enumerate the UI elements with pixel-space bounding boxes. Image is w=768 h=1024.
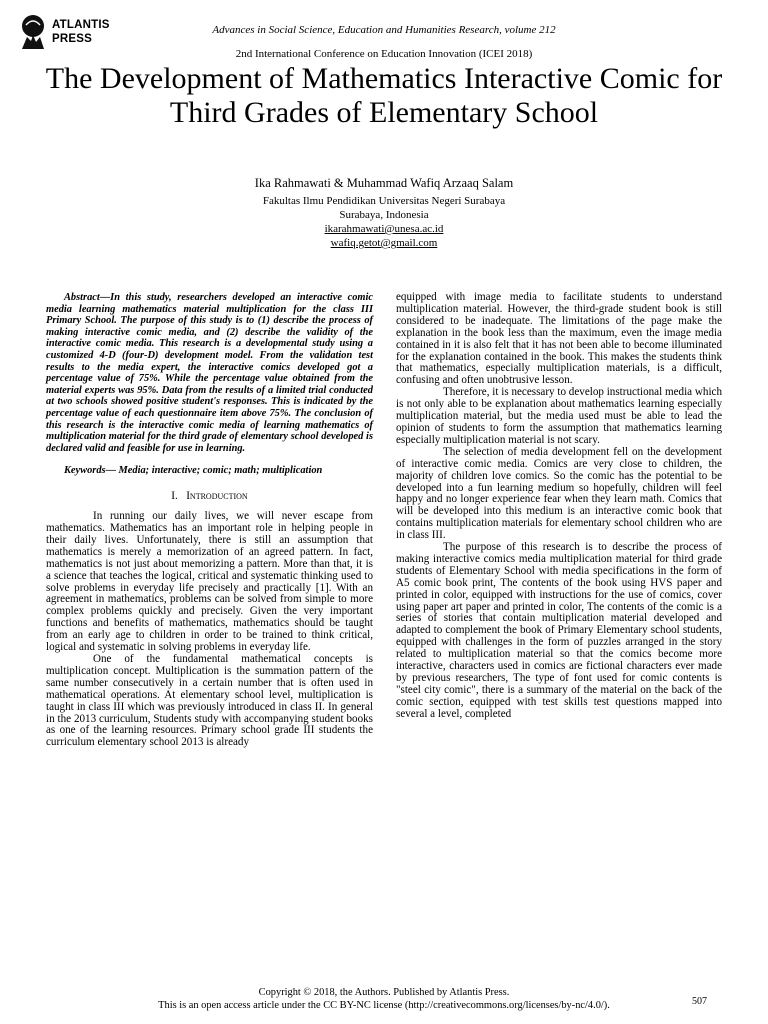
right-column (396, 292, 722, 721)
license-notice: This is an open access article under the CC BY-NC license (http://creativecommons.org/licenses/by-nc/4.0/). (158, 1000, 610, 1011)
intro-paragraph-2: One of the fundamental mathematical concepts is multiplication concept. Multiplication is the summation pattern of the same number consecutively in a certain number that is often used in mathematical operations. At elementary school level, multiplication is taught in class III which was previously introduced in class II. In general in the 2013 curriculum, Students study with accompanying student books as one of the learning resources. Primary school grade III students the curriculum elementary school 2013 is already (46, 653, 373, 749)
logo-line2: PRESS (52, 33, 92, 45)
left-column (46, 292, 373, 749)
right-paragraph-2: Therefore, it is necessary to develop instructional media which is not only able to be explanation about mathematics learning especially multiplication material, but the media used must be able to lead the opinion of students to form the assumption that mathematics learning especially multiplication material is not scary. (396, 386, 722, 446)
affiliation-location: Surabaya, Indonesia (339, 209, 429, 221)
conference-name: 2nd International Conference on Education Innovation (ICEI 2018) (235, 48, 533, 60)
right-paragraph-4: The purpose of this research is to describe the process of making interactive comics media multiplication material for third grade students of Elementary School with media specifications in the form of A5 comic book print, The contents of the book using HVS paper and printed in color, equipped with instructions for the use of comics, cover using paper art paper and printed in color, The contents of the comic is a series of stories that contain multiplication material developed and adapted to complement the book of Primary Elementary school students, equipped with challenges in the form of puzzles arranged in the story related to multiplication material so that the comics become more interactive, characters used in comics are fictional characters ever made by previous researchers, The type of font used for comic contents is "steel city comic", there is a summary of the material on the back of the comic section, equipped with test skills test questions mapped into several a level, completed (396, 541, 722, 720)
intro-paragraph-1: In running our daily lives, we will never escape from mathematics. Mathematics has an important role in helping people in their daily lives. Unfortunately, there is still an assumption that mathematics is merely a memorization of an agreed pattern. In fact, mathematics is not just about memorizing a pattern. More than that, it is a science that teaches the logical, critical and systematic thinking used to solve problems in everyday life precisely and practically [1]. With an agreement in mathematics, problems can be solved from simple to more complex problems quickly and precisely. Given the very important functions and benefits of mathematics, mathematics should be taught from an early age to children in order to be trained to think critical, logical and systematic in solving problems in everyday life. (46, 510, 373, 654)
logo-line1: ATLANTIS (52, 19, 110, 31)
email-link-1[interactable]: ikarahmawati@unesa.ac.id (324, 223, 444, 235)
section-number: I. (171, 490, 178, 503)
page-number: 507 (692, 996, 707, 1007)
paper-title: The Development of Mathematics Interactive Comic for Third Grades of Elementary School (45, 62, 723, 129)
copyright-notice: Copyright © 2018, the Authors. Published by Atlantis Press. (258, 987, 510, 998)
section-heading (46, 491, 373, 503)
authors: Ika Rahmawati & Muhammad Wafiq Arzaaq Salam (254, 176, 514, 190)
affiliation-institution: Fakultas Ilmu Pendidikan Universitas Negeri Surabaya (262, 195, 506, 207)
email-link-2[interactable]: wafiq.getot@gmail.com (330, 237, 438, 249)
right-paragraph-1: equipped with image media to facilitate students to understand multiplication material. However, the third-grade student book is still considered to be inadequate. The limitations of the page make the explanation in the book less than the maximum, even the image media contained in it is also felt that it has not been able to become illuminated for the explanation contained in the book. This makes the students think that mathematics, especially multiplication materials, is a difficult, confusing and often unobtrusive lesson. (396, 291, 722, 387)
affiliation (0, 194, 768, 250)
abstract: Abstract—In this study, researchers developed an interactive comic media learning mathematics material multiplication for the class III Primary School. The purpose of this study is to (1) describe the process of making interactive comic media, and (2) describe the validity of the interactive comic media. This research is a developmental study using a customized 4-D (four-D) development model. From the validation test results to the media expert, the interactive comics developed got a percentage value of 75%. While the percentage value obtained from the material experts was 95%. Data from the results of a limited trial conducted at two schools showed positive student's responses. This is indicated by the percentage value of each questionnaire item above 75%. The conclusion of this research is the interactive comic media of learning mathematics of multiplication material for the third grade of elementary school developed is declared valid and feasible for use in learning. (46, 292, 373, 454)
section-title: Introduction (186, 490, 248, 503)
right-paragraph-3: The selection of media development fell on the development of interactive comic media. Comics are very close to children, the majority of children love comics. So the comic has the potential to be developed into a fun learning medium so hopefully, children will feel happy and no longer experience fear when they learn math. Comics that will be developed into this medium is an interactive comic book that contains multiplication materials for elementary school children who are in class III. (396, 445, 722, 542)
keywords: Keywords— Media; interactive; comic; math; multiplication (64, 465, 323, 477)
journal-name: Advances in Social Science, Education and Humanities Research, volume 212 (212, 24, 556, 36)
footer (0, 986, 768, 1012)
